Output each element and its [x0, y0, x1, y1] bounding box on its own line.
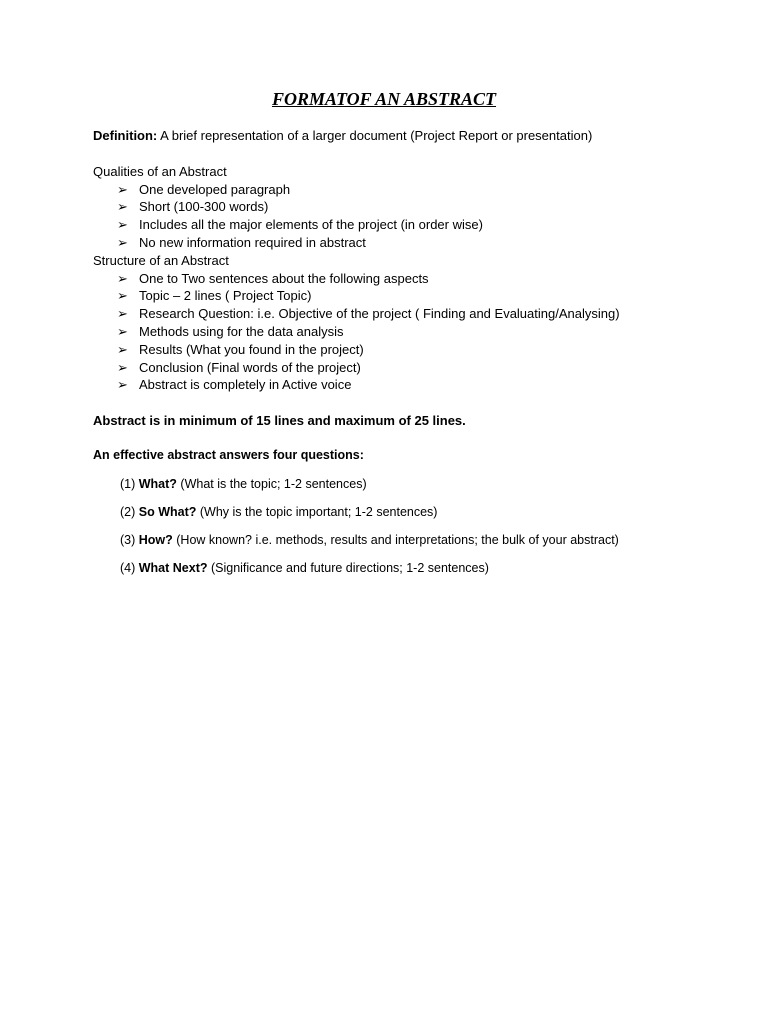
list-item-text: Research Question: i.e. Objective of the project ( Finding and Evaluating/Analysing)	[139, 306, 620, 322]
list-item	[117, 376, 733, 394]
question-text: (What is the topic; 1-2 sentences)	[176, 476, 367, 491]
list-item	[117, 323, 733, 341]
document-body	[93, 127, 733, 577]
list-item	[117, 305, 733, 323]
question-label: What Next?	[138, 560, 208, 575]
arrow-bullet-icon: ➢	[117, 323, 128, 339]
arrow-bullet-icon: ➢	[117, 341, 128, 357]
arrow-bullet-icon: ➢	[117, 270, 128, 286]
definition-paragraph	[93, 127, 733, 145]
list-item-text: Abstract is completely in Active voice	[139, 377, 352, 393]
question-number: (4)	[120, 560, 139, 575]
list-item-text: One to Two sentences about the following aspects	[139, 270, 429, 286]
list-item	[117, 287, 733, 305]
list-item-text: Conclusion (Final words of the project)	[139, 359, 361, 375]
question-number: (3)	[120, 532, 139, 547]
arrow-bullet-icon: ➢	[117, 217, 128, 233]
list-item	[117, 234, 733, 252]
qualities-heading: Qualities of an Abstract	[93, 163, 227, 179]
questions-heading: An effective abstract answers four questions:	[93, 447, 364, 462]
list-item	[117, 181, 733, 199]
list-item-text: One developed paragraph	[139, 181, 291, 197]
list-item	[117, 359, 733, 377]
arrow-bullet-icon: ➢	[117, 181, 128, 197]
question-text: (Significance and future directions; 1-2 sentences)	[207, 560, 489, 575]
question-label: How?	[138, 532, 173, 547]
arrow-bullet-icon: ➢	[117, 288, 128, 304]
list-item-text: Short (100-300 words)	[139, 199, 269, 215]
question-number: (2)	[120, 504, 139, 519]
question-item	[120, 532, 733, 549]
question-label: What?	[138, 476, 177, 491]
arrow-bullet-icon: ➢	[117, 306, 128, 322]
list-item-text: Results (What you found in the project)	[139, 341, 364, 357]
question-item	[120, 476, 733, 493]
question-text: (Why is the topic important; 1-2 sentences)	[196, 504, 438, 519]
list-item-text: Topic – 2 lines ( Project Topic)	[139, 288, 312, 304]
question-text: (How known? i.e. methods, results and interpretations; the bulk of your abstract)	[172, 532, 619, 547]
list-item	[117, 198, 733, 216]
arrow-bullet-icon: ➢	[117, 234, 128, 250]
question-label: So What?	[138, 504, 197, 519]
definition-text: A brief representation of a larger document (Project Report or presentation)	[157, 128, 593, 143]
structure-list	[93, 270, 733, 395]
qualities-list	[93, 181, 733, 252]
list-item	[117, 341, 733, 359]
list-item-text: No new information required in abstract	[139, 234, 366, 250]
document-title: FORMATOF AN ABSTRACT	[271, 89, 497, 109]
list-item	[117, 270, 733, 288]
list-item	[117, 216, 733, 234]
list-item-text: Includes all the major elements of the project (in order wise)	[139, 217, 483, 233]
question-item	[120, 504, 733, 521]
structure-heading: Structure of an Abstract	[93, 252, 229, 268]
arrow-bullet-icon: ➢	[117, 359, 128, 375]
length-note: Abstract is in minimum of 15 lines and maximum of 25 lines.	[93, 413, 466, 429]
arrow-bullet-icon: ➢	[117, 199, 128, 215]
definition-label: Definition:	[93, 128, 158, 143]
question-item	[120, 560, 733, 577]
question-number: (1)	[120, 476, 139, 491]
list-item-text: Methods using for the data analysis	[139, 323, 344, 339]
arrow-bullet-icon: ➢	[117, 377, 128, 393]
